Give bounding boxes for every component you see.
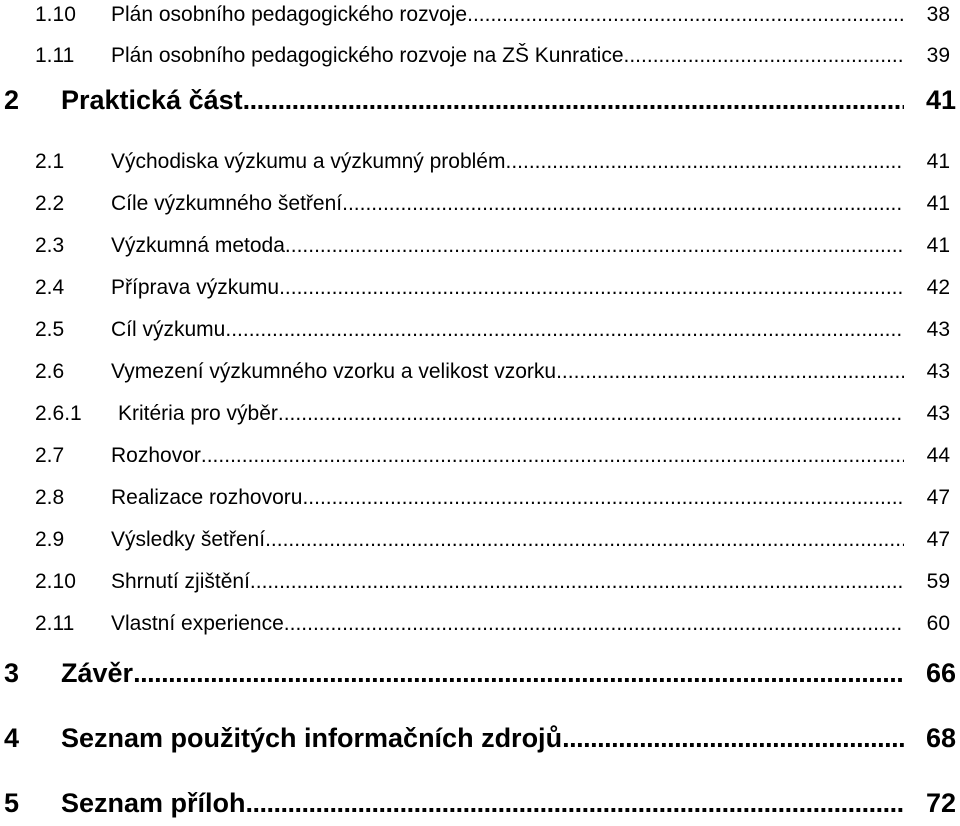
toc-entry-title: Vlastní experience [111, 612, 284, 635]
toc-entry-title: Kritéria pro výběr [118, 402, 278, 425]
toc-entry-page: 68 [925, 723, 956, 753]
toc-entry-number: 2.2 [35, 192, 65, 215]
toc-entry-title: Výsledky šetření [111, 528, 266, 551]
toc-dot-leader [279, 277, 904, 298]
toc-dot-leader [250, 571, 904, 592]
toc-entry-2-5[interactable] [0, 319, 960, 340]
toc-entry-page: 41 [926, 192, 950, 215]
toc-entry-page: 41 [926, 234, 950, 257]
toc-entry-number: 2.5 [35, 318, 65, 341]
toc-entry-1-10[interactable] [0, 4, 960, 25]
toc-dot-leader [246, 790, 904, 817]
toc-entry-title: Cíl výzkumu [111, 318, 226, 341]
toc-entry-chapter-2[interactable] [0, 87, 960, 114]
toc-entry-number: 2.6 [35, 360, 65, 383]
toc-entry-title: Východiska výzkumu a výzkumný problém [111, 150, 506, 173]
toc-entry-number: 2 [4, 85, 20, 115]
toc-entry-page: 60 [926, 612, 950, 635]
toc-entry-title: Příprava výzkumu [111, 276, 280, 299]
toc-entry-2-6[interactable] [0, 361, 960, 382]
toc-entry-number: 1.11 [35, 44, 75, 67]
toc-entry-2-3[interactable] [0, 235, 960, 256]
toc-entry-title: Shrnutí zjištění [111, 570, 250, 593]
toc-entry-title: Výzkumná metoda [111, 234, 285, 257]
toc-entry-number: 2.3 [35, 234, 65, 257]
toc-entry-page: 43 [926, 360, 950, 383]
toc-entry-chapter-3[interactable] [0, 660, 960, 687]
toc-entry-number: 2.4 [35, 276, 65, 299]
toc-entry-page: 72 [925, 788, 956, 818]
toc-entry-2-11[interactable] [0, 613, 960, 634]
toc-entry-2-9[interactable] [0, 529, 960, 550]
toc-entry-page: 42 [926, 276, 950, 299]
toc-entry-page: 38 [926, 3, 950, 26]
toc-entry-title: Cíle výzkumného šetření [111, 192, 343, 215]
toc-entry-title: Závěr [61, 658, 134, 688]
toc-entry-title: Rozhovor [111, 444, 201, 467]
toc-entry-page: 41 [925, 85, 956, 115]
toc-entry-number: 1.10 [35, 3, 76, 26]
toc-dot-leader [562, 725, 904, 752]
toc-entry-number: 2.7 [35, 444, 65, 467]
toc-entry-title: Plán osobního pedagogického rozvoje [111, 3, 468, 26]
toc-dot-leader [265, 529, 904, 550]
toc-dot-leader [225, 319, 904, 340]
toc-entry-2-6-1[interactable] [0, 403, 960, 424]
toc-entry-1-11[interactable] [0, 45, 960, 66]
toc-entry-2-8[interactable] [0, 487, 960, 508]
toc-dot-leader [505, 151, 904, 172]
toc-entry-title: Seznam příloh [61, 788, 246, 818]
toc-entry-page: 47 [926, 486, 950, 509]
toc-entry-title: Praktická část [61, 85, 243, 115]
toc-entry-title: Realizace rozhovoru [111, 486, 303, 509]
toc-dot-leader [467, 4, 904, 25]
toc-entry-number: 2.10 [35, 570, 76, 593]
toc-entry-page: 41 [926, 150, 950, 173]
toc-entry-page: 59 [926, 570, 950, 593]
toc-entry-number: 3 [4, 658, 20, 688]
toc-entry-2-2[interactable] [0, 193, 960, 214]
toc-entry-number: 2.1 [35, 150, 65, 173]
toc-entry-number: 5 [4, 788, 20, 818]
toc-entry-chapter-5[interactable] [0, 790, 960, 817]
toc-entry-page: 44 [926, 444, 950, 467]
toc-entry-2-10[interactable] [0, 571, 960, 592]
toc-entry-number: 4 [4, 723, 20, 753]
toc-dot-leader [285, 235, 904, 256]
toc-dot-leader [284, 613, 904, 634]
toc-dot-leader [243, 87, 904, 114]
toc-entry-2-4[interactable] [0, 277, 960, 298]
toc-entry-number: 2.9 [35, 528, 65, 551]
toc-entry-number: 2.11 [35, 612, 75, 635]
toc-entry-page: 43 [926, 318, 950, 341]
toc-entry-page: 43 [926, 402, 950, 425]
toc-entry-page: 66 [925, 658, 956, 688]
toc-entry-title: Plán osobního pedagogického rozvoje na ZŠ Kunratice [111, 44, 624, 67]
toc-dot-leader [302, 487, 904, 508]
toc-dot-leader [624, 45, 904, 66]
toc-entry-number: 2.6.1 [35, 402, 82, 425]
toc-entry-title: Vymezení výzkumného vzorku a velikost vzorku [111, 360, 557, 383]
toc-dot-leader [556, 361, 904, 382]
toc-entry-2-7[interactable] [0, 445, 960, 466]
toc-dot-leader [278, 403, 904, 424]
toc-dot-leader [201, 445, 904, 466]
toc-entry-title: Seznam použitých informačních zdrojů [61, 723, 563, 753]
toc-dot-leader [133, 660, 904, 687]
toc-entry-page: 39 [926, 44, 950, 67]
toc-entry-page: 47 [926, 528, 950, 551]
toc-entry-chapter-4[interactable] [0, 725, 960, 752]
toc-entry-2-1[interactable] [0, 151, 960, 172]
toc-entry-number: 2.8 [35, 486, 65, 509]
toc-dot-leader [342, 193, 904, 214]
